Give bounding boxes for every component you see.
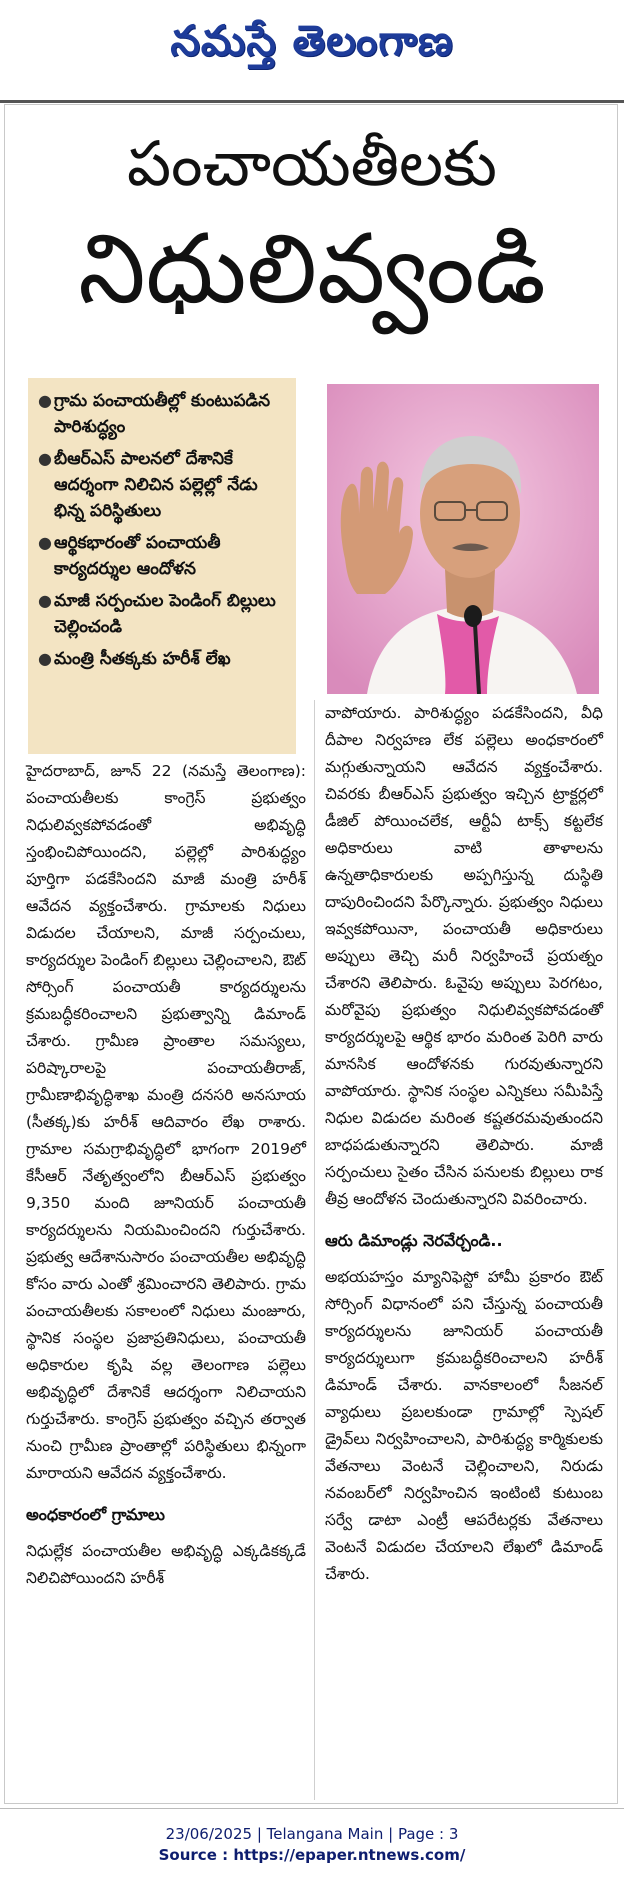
masthead-logo: నమస్తే తెలంగాణ [170,16,454,65]
footer-edition-info: 23/06/2025 | Telangana Main | Page : 3 [165,1825,459,1843]
article-paragraph: వాపోయారు. పారిశుద్ధ్యం పడకేసిందని, వీధి దీపాల నిర్వహణ లేక పల్లెలు అంధకారంలో మగ్గుతున్నాయని ఆవేదన వ్యక్తంచేశారు. చివరకు బీఆర్ఎస్ ప్రభుత్వం ఇచ్చిన ట్రాక్టర్లలో డీజిల్ పోయించలేక, ఆర్టీఏ టాక్స్ కట్టలేక అధికారులు వాటి తాళాలను ఉన్నతాధికారులకు అప్పగిస్తున్న దుస్థితి దాపురించిందని పేర్కొన్నారు. ప్రభుత్వం నిధులు ఇవ్వకపోయినా, పంచాయతీ అధికారులు అప్పులు తెచ్చి మరీ నిర్వహించే ప్రయత్నం చేశారని తెలిపారు. ఓవైపు అప్పులు పెరగటం, మరోవైపు ప్రభుత్వం నిధులివ్వకపోవడంతో కార్యదర్శులపై ఆర్థిక భారం మరింత పెరిగి వారు మానసిక ఆందోళనకు గురవుతున్నారని వాపోయారు. స్థానిక సంస్థల ఎన్నికలు సమీపిస్తే నిధుల విడుదల మరింత కష్టతరమవుతుందని బాధపడుతున్నారని తెలిపారు. మాజీ సర్పంచులు సైతం చేసిన పనులకు బిల్లులు రాక తీవ్ర ఆందోళన చెందుతున్నారని వివరించారు. [325,704,603,1208]
masthead-divider [0,100,624,103]
article-paragraph: హైదరాబాద్, జూన్ 22 (నమస్తే తెలంగాణ): పంచాయతీలకు కాంగ్రెస్ ప్రభుత్వం నిధులివ్వకపోవడంతో అభివృద్ధి స్తంభించిపోయిందని, పల్లెల్లో పారిశుద్ధ్యం పూర్తిగా పడకేసిందని మాజీ మంత్రి హరీశ్ ఆవేదన వ్యక్తంచేశారు. గ్రామాలకు నిధులు విడుదల చేయాలని, మాజీ సర్పంచులు, కార్యదర్శుల పెండింగ్ బిల్లులు చెల్లించాలని, ఔట్ సోర్సింగ్ పంచాయతీ కార్యదర్శులను క్రమబద్ధీకరించాలని ప్రభుత్వాన్ని డిమాండ్ చేశారు. గ్రామీణ ప్రాంతాల సమస్యలు, పరిష్కారాలపై పంచాయతీరాజ్, గ్రామీణాభివృద్ధిశాఖ మంత్రి దనసరి అనసూయ (సీతక్క)కు హరీశ్ ఆదివారం లేఖ రాశారు. గ్రామాల సమగ్రాభివృద్ధిలో భాగంగా 2019లో కేసీఆర్ నేతృత్వంలోని బీఆర్ఎస్ ప్రభుత్వం 9,350 మంది జూనియర్ పంచాయతీ కార్యదర్శులను నియమించిందని గుర్తుచేశారు. ప్రభుత్వ ఆదేశానుసారం పంచాయతీల అభివృద్ధి కోసం వారు ఎంతో శ్రమించారని తెలిపారు. గ్రామ పంచాయతీలకు సకాలంలో నిధులు మంజూరు, స్థానిక సంస్థల ప్రజాప్రతినిధులు, పంచాయతీ అధికారుల కృషి వల్ల తెలంగాణ పల్లెలు అభివృద్ధిలో దేశానికే ఆదర్శంగా నిలిచాయని గుర్తుచేశారు. కాంగ్రెస్ ప్రభుత్వం వచ్చిన తర్వాత నుంచి గ్రామీణ ప్రాంతాల్లో పరిస్థితులు భిన్నంగా మారాయని ఆవేదన వ్యక్తంచేశారు. [26,762,306,1482]
masthead [0,0,624,100]
bullet-icon: ● [38,391,52,410]
highlight-item [38,588,286,640]
headline-line-2: నిధులివ్వండి [78,213,546,325]
bullet-icon: ● [38,591,52,610]
bullet-icon: ● [38,533,52,552]
footer-divider [0,1808,624,1809]
bullet-icon: ● [38,649,52,668]
highlight-item [38,446,286,524]
article-paragraph: అభయహస్తం మ్యానిఫెస్టో హామీ ప్రకారం ఔట్ సోర్సింగ్ విధానంలో పని చేస్తున్న పంచాయతీ కార్యదర్శులను జూనియర్ పంచాయతీ కార్యదర్శులుగా క్రమబద్ధీకరించాలని హరీశ్ డిమాండ్ చేశారు. వానకాలంలో సీజనల్ వ్యాధులు ప్రబలకుండా గ్రామాల్లో స్పెషల్ డ్రైవ్‌లు నిర్వహించాలని, పారిశుద్ధ్య కార్మికులకు వేతనాలు వెంటనే చెల్లించాలని, నిరుడు నవంబర్‌లో నిర్వహించిన ఇంటింటి కుటుంబ సర్వే డాటా ఎంట్రీ ఆపరేటర్లకు వేతనాలు వెంటనే విడుదల చేయాలని లేఖలో డిమాండ్ చేశారు. [325,1268,603,1583]
politician-photo [327,384,599,694]
headline-line-1: పంచాయతీలకు [127,127,497,200]
article-subheading: ఆరు డిమాండ్లు నెరవేర్చండి.. [325,1231,503,1250]
highlight-text: ఆర్థికభారంతో పంచాయతీ కార్యదర్శుల ఆందోళన [54,533,221,579]
highlight-text: మంత్రి సీతక్కకు హరీశ్ లేఖ [54,649,231,669]
highlight-item [38,646,286,672]
article-subheading: అంధకారంలో గ్రామాలు [26,1505,165,1524]
highlights-box [28,378,296,754]
bullet-icon: ● [38,449,52,468]
article-column-right [325,700,603,1588]
highlight-text: మాజీ సర్పంచుల పెండింగ్ బిల్లులు చెల్లించండి [54,591,276,637]
highlight-text: బీఆర్ఎస్ పాలనలో దేశానికే ఆదర్శంగా నిలిచిన పల్లెల్లో నేడు భిన్న పరిస్థితులు [54,449,258,521]
article-paragraph: నిధుల్లేక పంచాయతీల అభివృద్ధి ఎక్కడికక్కడే నిలిచిపోయిందని హరీశ్ [26,1542,306,1587]
highlight-text: గ్రామ పంచాయతీల్లో కుంటుపడిన పారిశుద్ధ్యం [54,391,271,437]
footer-source-link[interactable]: Source : https://epaper.ntnews.com/ [158,1846,466,1864]
article-column-left [26,758,306,1592]
portrait-illustration [327,384,599,694]
highlight-item [38,388,286,440]
column-divider [314,700,315,1800]
highlight-item [38,530,286,582]
